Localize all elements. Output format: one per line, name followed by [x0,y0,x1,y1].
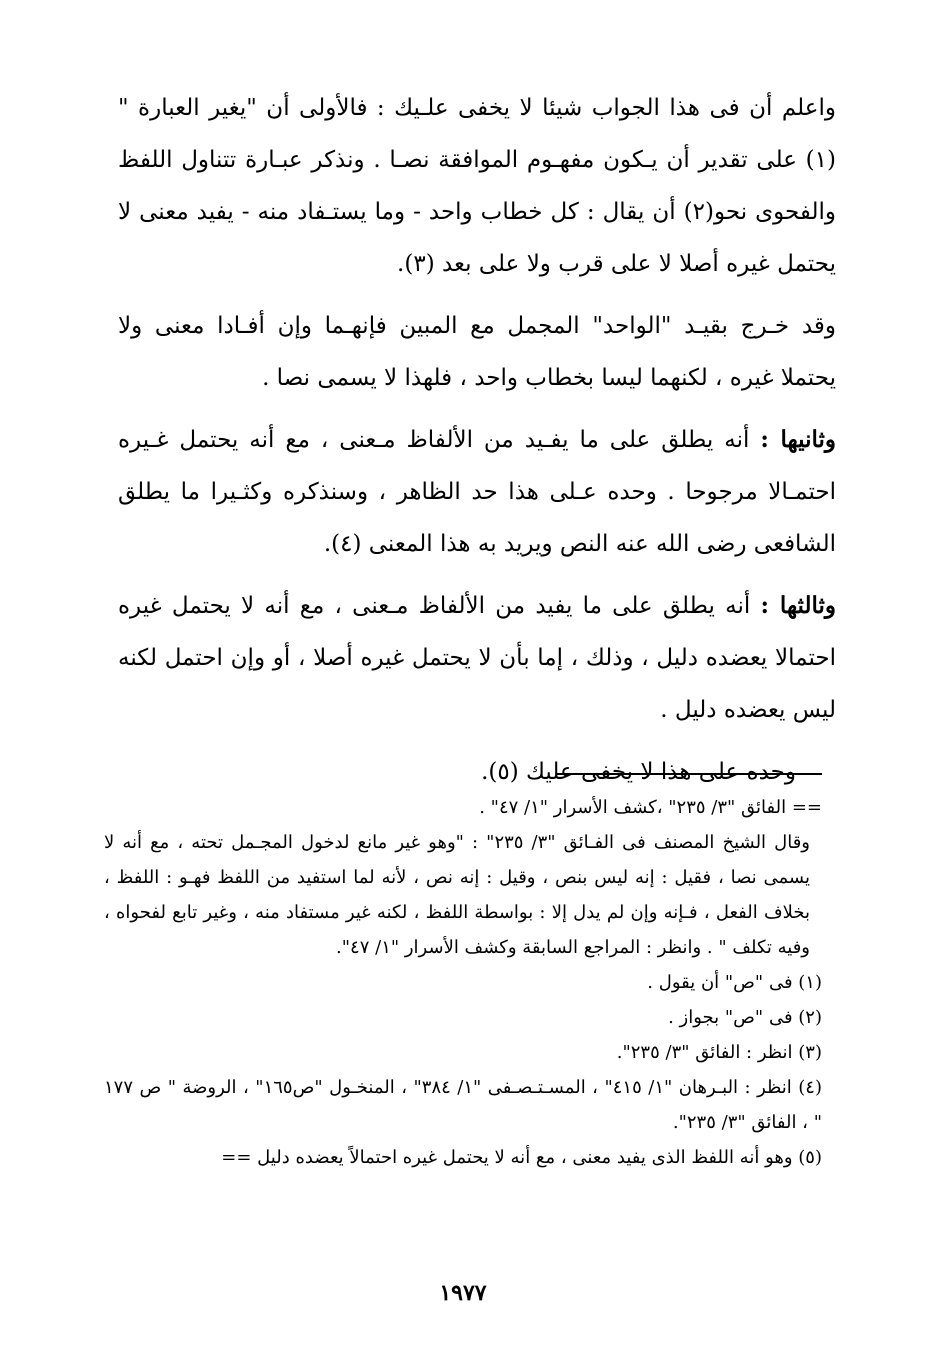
paragraph-1: واعلم أن فى هذا الجواب شيئا لا يخفى علـيك : فالأولى أن "يغير العبارة "(١) على تقدير أن يـكون مفهـوم الموافقة نصـا . ونذكر عبـارة تتناول اللفظ والفحوى نحو(٢) أن يقال : كل خطاب واحد - وما يستـفاد منه - يفيد معنى لا يحتمل غيره أصلا لا على قرب ولا على بعد (٣). [118,95,836,277]
paragraph-3 [118,414,836,570]
footnotes [104,790,822,1175]
footnote-1: (١) فى "ص" أن يقول . [647,972,822,993]
paragraph-4-text: أنه يطلق على ما يفيد من الألفاظ مـعنى ، مع أنه لا يحتمل غيره احتمالا يعضده دليل ، وذلك ، إما بأن لا يحتمل غيره أصلا ، أو وإن احتمل لكنه ليس يعضده دليل . [118,593,836,723]
paragraph-3-lead: وثانيها : [760,426,836,453]
paragraph-5: وحده على هذا لا يخفى عليك (٥). [481,759,796,785]
footnote-continuation-2: وقال الشيخ المصنف فى الفـائق "٣/ ٢٣٥" : "وهو غير مانع لدخول المجـمل تحته ، مع أنه لا يسمى نصا ، فقيل : إنه ليس بنص ، وقيل : إنه نص ، لأنه لما استفيد من اللفظ فهـو : اللفظ ، بخلاف الفعل ، فـإنه وإن لم يدل إلا : بواسطة اللفظ ، لكنه غير مستفاد منه ، وغير تابع لفحواه ، وفيه تكلف " . وانظر : المراجع السابقة وكشف الأسرار "١/ ٤٧". [104,832,810,958]
page-number: ١٩٧٧ [439,1280,487,1306]
paragraph-4-lead: وثالثها : [760,592,837,619]
paragraph-2: وقد خـرج بقيـد "الواحد" المجمل مع المبين فإنهـما وإن أفـادا معنى ولا يحتملا غيره ، لكنهما ليسا بخطاب واحد ، فلهذا لا يسمى نصا . [118,313,836,391]
footnote-separator [556,773,822,775]
footnote-continuation-1: == الفائق "٣/ ٢٣٥" ،كشف الأسرار "١/ ٤٧" . [479,797,822,818]
footnote-3: (٣) انظر : الفائق "٣/ ٢٣٥". [616,1042,822,1063]
footnote-2: (٢) فى "ص" بجواز . [668,1007,822,1028]
footnote-4: (٤) انظر : البـرهان "١/ ٤١٥" ، المسـتـصـفى "١/ ٣٨٤" ، المنخـول "ص١٦٥" ، الروضة " ص ١٧٧ " ، الفائق "٣/ ٢٣٥". [104,1077,822,1133]
paragraph-3-text: أنه يطلق على ما يفـيد من الألفاظ مـعنى ، مع أنه يحتمل غـيره احتمـالا مرجوحا . وحده عـلى هذا حد الظاهر ، وسنذكره وكثـيرا ما يطلق الشافعى رضى الله عنه النص ويريد به هذا المعنى (٤). [118,427,836,557]
main-text [118,82,836,808]
footnote-5: (٥) وهو أنه اللفظ الذى يفيد معنى ، مع أنه لا يحتمل غيره احتمالاً يعضده دليل == [221,1147,822,1168]
paragraph-4 [118,580,836,736]
